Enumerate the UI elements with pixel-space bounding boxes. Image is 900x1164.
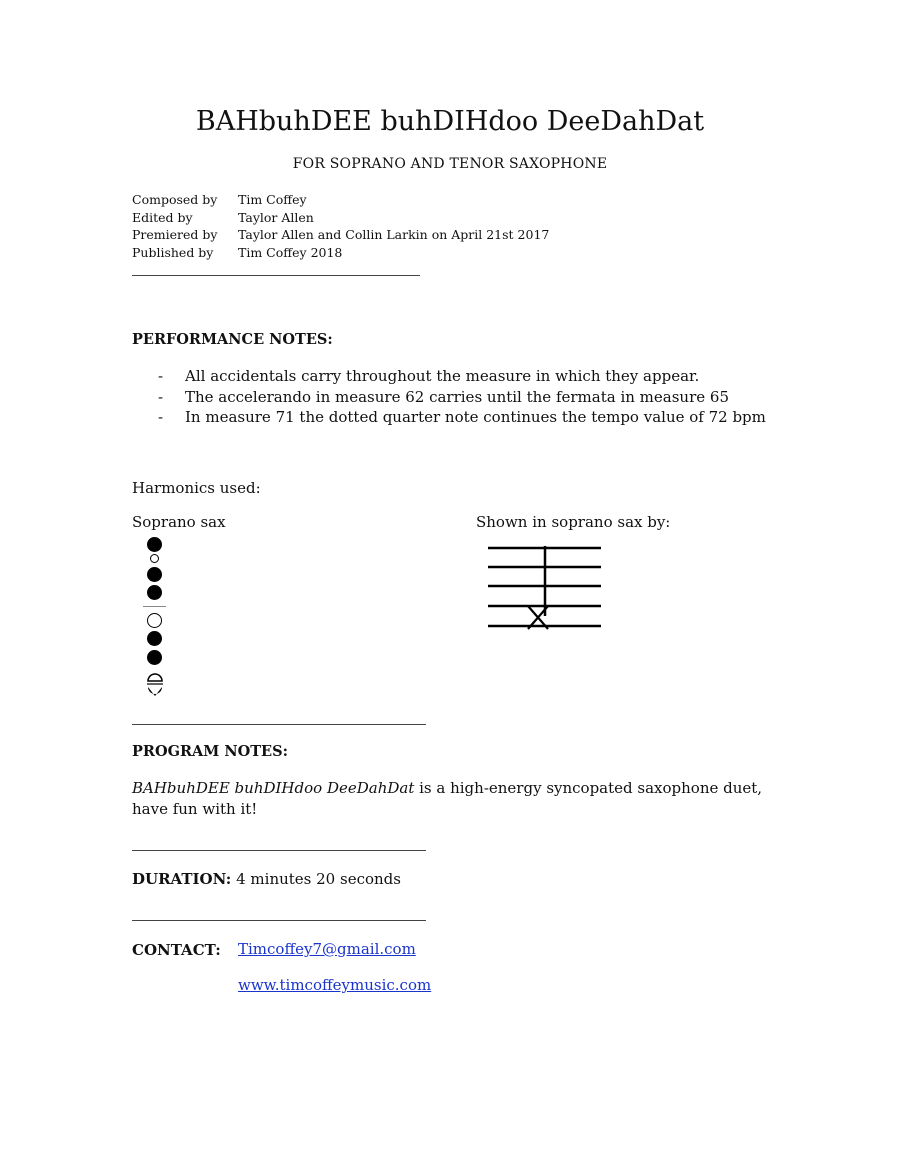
shown-in-label: Shown in soprano sax by: (476, 513, 671, 531)
contact-email-link[interactable]: Timcoffey7@gmail.com (238, 940, 416, 958)
credit-value: Taylor Allen and Collin Larkin on April 21st 2017 (238, 227, 550, 242)
credit-row-editor (132, 209, 549, 227)
key-closed-icon (147, 585, 162, 600)
key-open-icon (147, 613, 162, 628)
credit-label: Edited by (132, 209, 193, 225)
key-closed-icon (147, 567, 162, 582)
performance-notes-list (158, 366, 766, 428)
credit-label: Premiered by (132, 227, 218, 242)
credits-block (132, 191, 549, 261)
program-notes-heading: PROGRAM NOTES: (132, 743, 288, 760)
credit-label: Published by (132, 244, 214, 260)
harmonic-notation-staff (486, 543, 604, 633)
divider-line (132, 850, 426, 851)
credit-value: Taylor Allen (238, 209, 314, 225)
credit-row-publisher (132, 244, 549, 262)
contact-label: CONTACT: (132, 941, 221, 959)
piece-title: BAHbuhDEE buhDIHdoo DeeDahDat (195, 106, 705, 137)
key-closed-icon (147, 537, 162, 552)
duration-line (132, 870, 401, 888)
divider-line (132, 724, 426, 725)
list-item: - All accidentals carry throughout the measure in which they appear. (158, 367, 700, 385)
divider-line (132, 920, 426, 921)
instrumentation-subtitle: FOR SOPRANO AND TENOR SAXOPHONE (292, 156, 608, 172)
harmonics-label: Harmonics used: (132, 479, 261, 497)
credit-label: Composed by (132, 192, 218, 207)
credit-row-composer (132, 191, 549, 209)
divider-line (132, 275, 420, 276)
list-item: - In measure 71 the dotted quarter note continues the tempo value of 72 bpm (158, 408, 766, 426)
key-closed-icon (147, 650, 162, 665)
credit-value: Tim Coffey 2018 (238, 244, 343, 260)
list-item: - The accelerando in measure 62 carries until the fermata in measure 65 (158, 387, 729, 406)
key-half-open-icon (145, 668, 165, 700)
key-open-small-icon (150, 554, 159, 563)
program-notes-line-1: BAHbuhDEE buhDIHdoo DeeDahDat is a high-energy syncopated saxophone duet, (132, 779, 763, 797)
fingering-separator (143, 606, 166, 607)
duration-value: 4 minutes 20 seconds (231, 870, 401, 888)
contact-website-link[interactable]: www.timcoffeymusic.com (238, 976, 432, 994)
soprano-sax-label: Soprano sax (132, 513, 226, 531)
program-notes-line-2: have fun with it! (132, 800, 258, 818)
credit-value: Tim Coffey (238, 192, 307, 207)
performance-notes-heading: PERFORMANCE NOTES: (132, 331, 333, 348)
key-closed-icon (147, 631, 162, 646)
credit-row-premiere (132, 226, 549, 244)
duration-label: DURATION: (132, 870, 232, 888)
piece-title-italic: BAHbuhDEE buhDIHdoo DeeDahDat (132, 779, 415, 797)
